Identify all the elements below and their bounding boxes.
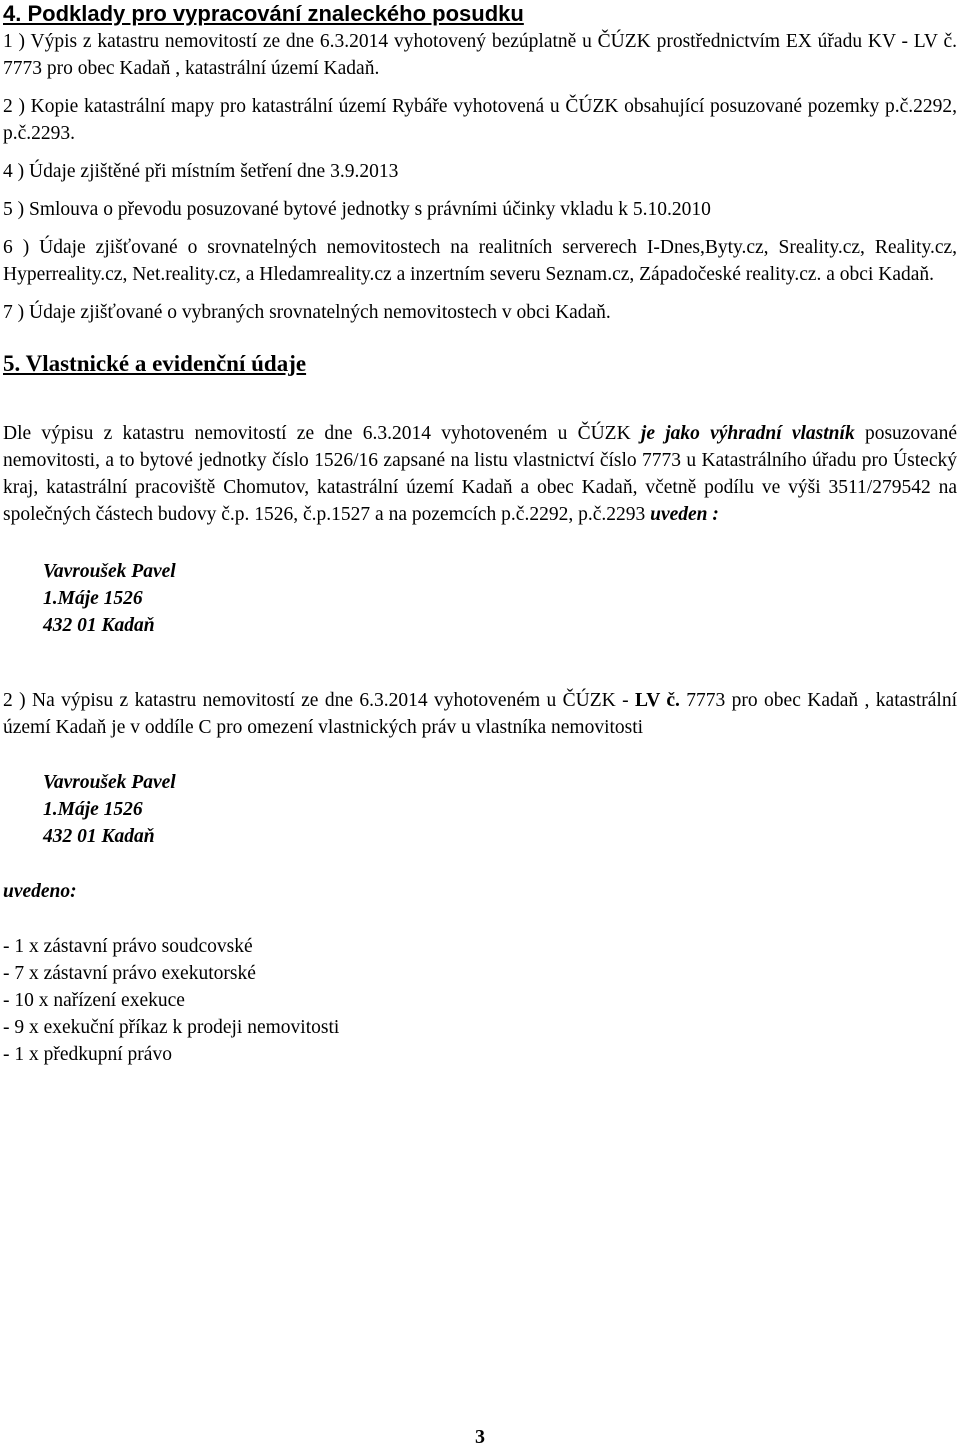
owner-name-2: Vavroušek Pavel [43,772,176,793]
ownership-text-1: Dle výpisu z katastru nemovitostí ze dne 6.3.2014 vyhotoveném u ČÚZK [3,423,631,444]
source-item-1: 1 ) Výpis z katastru nemovitostí ze dne 6.3.2014 vyhotovený bezúplatně u ČÚZK prostřednictvím EX úřadu KV - LV č. 7773 pro obec Kadaň , katastrální území Kadaň. [3,31,957,79]
page-number: 3 [475,1426,485,1448]
owner-street-2: 1.Máje 1526 [43,799,143,820]
list-item: - 7 x zástavní právo exekutorské [3,963,256,984]
restriction-list [3,933,957,1068]
owner-city: 432 01 Kadaň [43,615,155,636]
source-item-5: 5 ) Smlouva o převodu posuzované bytové jednotky s právními účinky vkladu k 5.10.2010 [3,199,711,220]
section-4-heading: 4. Podklady pro vypracování znaleckého posudku [3,1,524,26]
ownership-paragraph [3,420,957,528]
source-item-2: 2 ) Kopie katastrální mapy pro katastrální území Rybáře vyhotovená u ČÚZK obsahující posuzované pozemky p.č.2292, p.č.2293. [3,96,957,144]
restriction-text-1: 2 ) Na výpisu z katastru nemovitostí ze dne 6.3.2014 vyhotoveném u ČÚZK - [3,690,629,711]
list-item: - 1 x předkupní právo [3,1044,172,1065]
source-item-7: 7 ) Údaje zjišťované o vybraných srovnatelných nemovitostech v obci Kadaň. [3,302,611,323]
section-5-heading: 5. Vlastnické a evidenční údaje [3,351,307,376]
owner-address-block-2 [43,769,957,850]
list-item: - 9 x exekuční příkaz k prodeji nemovitosti [3,1017,340,1038]
ownership-text-2: posuzované nemovitosti, a to bytové jednotky číslo 1526/16 zapsané na listu vlastnictví číslo 7773 u Katastrálního úřadu pro Ústecký kraj, katastrální pracoviště Chomutov, katastrální území Kadaň a obec Kadaň, včetně podílu ve výši 3511/279542 na společných částech budovy č.p. 1526, č.p.1527 a na pozemcích p.č.2292, p.č.2293 [3,423,957,525]
owner-street: 1.Máje 1526 [43,588,143,609]
ownership-text-emphasis: je jako výhradní vlastník [640,423,855,444]
ownership-text-uveden: uveden : [650,504,719,525]
list-item: - 10 x nařízení exekuce [3,990,185,1011]
owner-city-2: 432 01 Kadaň [43,826,155,847]
source-item-6: 6 ) Údaje zjišťované o srovnatelných nemovitostech na realitních serverech I-Dnes,Byty.cz, Sreality.cz, Reality.cz, Hyperreality.cz, Net.reality.cz, a Hledamreality.cz a inzertním severu Seznam.cz, Západočeské reality.cz. a obci Kadaň. [3,237,957,285]
list-item: - 1 x zástavní právo soudcovské [3,936,253,957]
uvedeno-label: uvedeno: [3,881,77,902]
restriction-paragraph [3,687,957,741]
document-page [3,0,957,1068]
restriction-text-lv: LV č. [635,690,680,711]
owner-address-block [43,558,957,639]
restriction-text-2: 7773 pro obec Kadaň , katastrální území Kadaň je v oddíle C pro omezení vlastnických práv u vlastníka nemovitosti [3,690,958,738]
source-item-4: 4 ) Údaje zjištěné při místním šetření dne 3.9.2013 [3,161,399,182]
owner-name: Vavroušek Pavel [43,561,176,582]
